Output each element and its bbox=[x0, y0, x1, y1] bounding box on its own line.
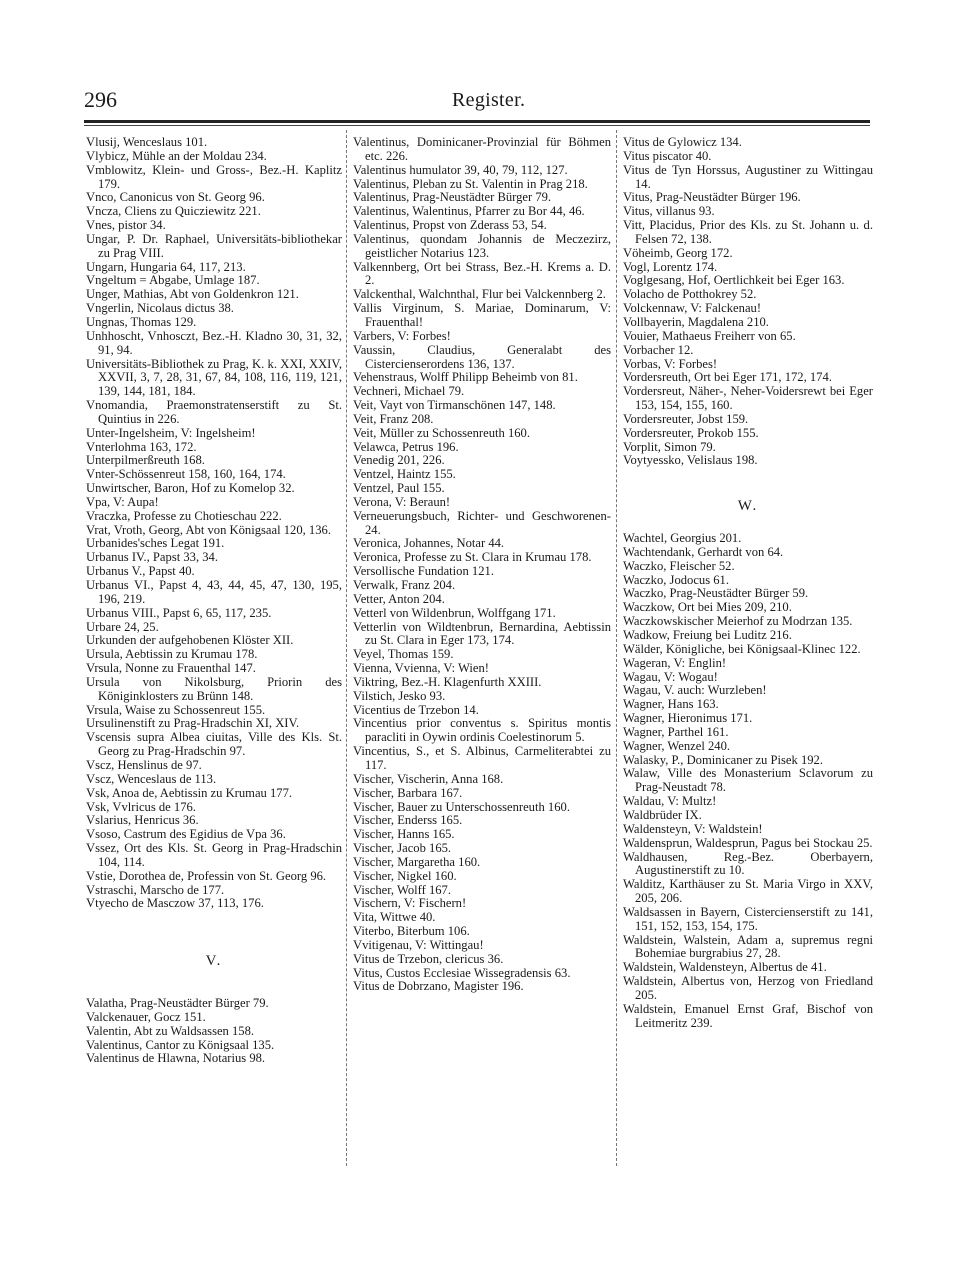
index-entry: Ursula, Aebtissin zu Krumau 178. bbox=[86, 647, 258, 662]
index-entry: Valatha, Prag-Neustädter Bürger 79. bbox=[86, 996, 269, 1011]
index-entry: Vscz, Henslinus de 97. bbox=[86, 757, 202, 772]
index-entry: Vischer, Jacob 165. bbox=[353, 841, 452, 856]
index-entry: Vpa, V: Aupa! bbox=[86, 494, 159, 509]
index-entry: Vischer, Nigkel 160. bbox=[353, 868, 457, 883]
index-entry: Vechneri, Michael 79. bbox=[353, 384, 465, 399]
index-entry: Valentinus, Dominicaner-Provinzial für Böhmen etc. 226. bbox=[353, 135, 611, 163]
index-entry: Waczko, Jodocus 61. bbox=[623, 572, 730, 587]
index-entry: Vlusij, Wenceslaus 101. bbox=[86, 135, 208, 149]
index-entry: Walasky, P., Dominicaner zu Pisek 192. bbox=[623, 752, 823, 767]
index-entry: Valentin, Abt zu Waldsassen 158. bbox=[86, 1023, 255, 1038]
index-entry: Vitus de Trzebon, clericus 36. bbox=[353, 951, 504, 966]
header-rule-thick bbox=[84, 120, 870, 123]
section-letter-heading: V. bbox=[205, 953, 223, 970]
index-entry: Universitäts-Bibliothek zu Prag, K. k. XXI, XXIV, XXVII, 3, 7, 28, 31, 67, 84, 108, 116, 119, 121, 139, 144, 181, 184. bbox=[86, 356, 342, 399]
index-entry: Urbanus VIII., Papst 6, 65, 117, 235. bbox=[86, 605, 272, 620]
index-entry: Ungnas, Thomas 129. bbox=[86, 314, 197, 329]
index-entry: Vordersreuth, Ort bei Eger 171, 172, 174. bbox=[623, 370, 832, 385]
index-entry: Valentinus de Hlawna, Notarius 98. bbox=[86, 1051, 266, 1066]
index-entry: Valentinus, Propst von Zderass 53, 54. bbox=[353, 218, 547, 233]
index-entry: Waldstein, Walstein, Adam a, supremus regni Bohemiae burgrabius 27, 28. bbox=[623, 932, 873, 961]
index-entry: Vnes, pistor 34. bbox=[86, 218, 166, 233]
index-entry: Vsoso, Castrum des Egidius de Vpa 36. bbox=[86, 827, 286, 842]
index-entry: Waldstein, Waldensteyn, Albertus de 41. bbox=[623, 960, 827, 975]
index-entry: Vorplit, Simon 79. bbox=[623, 439, 716, 454]
index-entry: Valentinus, Walentinus, Pfarrer zu Bor 44, 46. bbox=[353, 204, 585, 219]
index-entry: Urbanus VI., Papst 4, 43, 44, 45, 47, 130, 195, 196, 219. bbox=[86, 578, 342, 606]
index-entry: Waldensteyn, V: Waldstein! bbox=[623, 821, 763, 836]
index-entry: Vetterlin von Wildtenbrun, Bernardina, Aebtissin zu St. Clara in Eger 173, 174. bbox=[353, 619, 611, 648]
index-entry: Vallis Virginum, S. Mariae, Dominarum, V: Frauenthal! bbox=[353, 301, 611, 329]
header-rule-thin bbox=[84, 125, 870, 126]
index-entry: Vorbacher 12. bbox=[623, 342, 694, 357]
page-number: 296 bbox=[84, 87, 117, 112]
index-entry: Vssez, Ort des Kls. St. Georg in Prag-Hradschin 104, 114. bbox=[86, 841, 342, 869]
index-entry: Vitus, Prag-Neustädter Bürger 196. bbox=[623, 190, 801, 205]
index-entry: Vraczka, Professe zu Chotieschau 222. bbox=[86, 508, 282, 523]
index-entry: Vita, Wittwe 40. bbox=[353, 910, 436, 925]
index-entry: Wagner, Hieronimus 171. bbox=[623, 711, 753, 726]
index-entry: Vnter-Schössenreut 158, 160, 164, 174. bbox=[86, 467, 286, 482]
index-entry: Vscz, Wenceslaus de 113. bbox=[86, 771, 217, 786]
index-entry: Veit, Müller zu Schossenreuth 160. bbox=[353, 425, 530, 440]
index-entry: Veyel, Thomas 159. bbox=[353, 647, 454, 662]
index-entry: Ventzel, Haintz 155. bbox=[353, 467, 456, 482]
index-entry: Vnterlohma 163, 172. bbox=[86, 439, 197, 454]
index-entry: Valkennberg, Ort bei Strass, Bez.-H. Krems a. D. 2. bbox=[353, 259, 611, 288]
index-entry: Ursula von Nikolsburg, Priorin des Königinklosters zu Brünn 148. bbox=[86, 674, 342, 703]
index-entry: Vöheimb, Georg 172. bbox=[623, 245, 733, 260]
index-entry: Vischer, Vischerin, Anna 168. bbox=[353, 771, 504, 786]
index-entry: Vstie, Dorothea de, Professin von St. Georg 96. bbox=[86, 868, 327, 883]
index-entry: Vncza, Cliens zu Quicziewitz 221. bbox=[86, 204, 261, 219]
index-entry: Vslarius, Henricus 36. bbox=[86, 813, 199, 828]
index-entry: Wageran, V: Englin! bbox=[623, 655, 727, 670]
index-entry: Velawca, Petrus 196. bbox=[353, 439, 459, 454]
index-entry: Veronica, Professe zu St. Clara in Krumau 178. bbox=[353, 550, 592, 565]
index-entry: Urbanides'sches Legat 191. bbox=[86, 536, 225, 551]
page-header bbox=[84, 88, 870, 116]
index-entry: Vitus de Gylowicz 134. bbox=[623, 135, 742, 149]
index-entry: Valckenthal, Walchnthal, Flur bei Valckennberg 2. bbox=[353, 287, 606, 302]
index-entry: Valentinus, quondam Johannis de Meczezirz, geistlicher Notarius 123. bbox=[353, 231, 611, 260]
index-entry: Verona, V: Beraun! bbox=[353, 494, 451, 509]
index-entry: Waczkow, Ort bei Mies 209, 210. bbox=[623, 600, 792, 615]
index-entry: Vrat, Vroth, Georg, Abt von Königsaal 120, 136. bbox=[86, 522, 331, 537]
index-entry: Vetter, Anton 204. bbox=[353, 591, 445, 606]
index-entry: Ursulinenstift zu Prag-Hradschin XI, XIV. bbox=[86, 716, 300, 731]
index-entry: Wagner, Hans 163. bbox=[623, 697, 719, 712]
index-entry: Vtyecho de Masczow 37, 113, 176. bbox=[86, 896, 264, 911]
index-entry: Waczkowskischer Meierhof zu Modrzan 135. bbox=[623, 614, 853, 629]
index-entry: Vvitigenau, V: Wittingau! bbox=[353, 937, 484, 952]
index-entry: Walditz, Karthäuser zu St. Maria Virgo in XXV, 205, 206. bbox=[623, 877, 873, 906]
index-entry: Voytyessko, Velislaus 198. bbox=[623, 453, 758, 468]
index-entry: Vaussin, Claudius, Generalabt des Cistercienserordens 136, 137. bbox=[353, 342, 611, 371]
index-entry: Ungar, P. Dr. Raphael, Universitäts-bibliothekar zu Prag VIII. bbox=[86, 231, 342, 260]
index-entry: Vischer, Barbara 167. bbox=[353, 785, 463, 800]
index-entry: Vstraschi, Marscho de 177. bbox=[86, 882, 225, 897]
index-entry: Wachtendank, Gerhardt von 64. bbox=[623, 544, 784, 559]
index-entry: Vischer, Wolff 167. bbox=[353, 882, 451, 897]
index-entry: Wachtel, Georgius 201. bbox=[623, 531, 742, 546]
index-entry: Vorbas, V: Forbes! bbox=[623, 356, 718, 371]
index-entry: Verwalk, Franz 204. bbox=[353, 578, 456, 592]
index-entry: Vnco, Canonicus von St. Georg 96. bbox=[86, 190, 265, 205]
index-entry: Venedig 201, 226. bbox=[353, 453, 445, 468]
index-entry: Waldsassen in Bayern, Cistercienserstift zu 141, 151, 152, 153, 154, 175. bbox=[623, 904, 873, 933]
index-entry: Vitus, Custos Ecclesiae Wissegradensis 63. bbox=[353, 965, 571, 980]
index-entry: Vnomandia, Praemonstratenserstift zu St. Quintius in 226. bbox=[86, 398, 342, 426]
index-entry: Vischer, Hanns 165. bbox=[353, 827, 455, 842]
index-entry: Wälder, Königliche, bei Königsaal-Klinec 122. bbox=[623, 641, 861, 656]
index-entry: Valentinus, Cantor zu Königsaal 135. bbox=[86, 1037, 275, 1052]
index-entry: Veit, Franz 208. bbox=[353, 411, 434, 426]
index-entry: Waldau, V: Multz! bbox=[623, 794, 717, 809]
index-entry: Wagner, Wenzel 240. bbox=[623, 738, 731, 753]
section-letter-heading: W. bbox=[737, 498, 759, 515]
index-entry: Waldstein, Albertus von, Herzog von Friedland 205. bbox=[623, 974, 873, 1002]
index-entry: Vlybicz, Mühle an der Moldau 234. bbox=[86, 148, 267, 163]
index-entry: Vitus de Dobrzano, Magister 196. bbox=[353, 979, 524, 994]
column-divider bbox=[616, 130, 617, 1166]
index-entry: Urbanus IV., Papst 33, 34. bbox=[86, 550, 218, 565]
index-entry: Urbare 24, 25. bbox=[86, 619, 159, 634]
index-entry: Waldstein, Emanuel Ernst Graf, Bischof von Leitmeritz 239. bbox=[623, 1001, 873, 1030]
index-entry: Vincentius, S., et S. Albinus, Carmeliterabtei zu 117. bbox=[353, 744, 611, 772]
running-title: Register. bbox=[452, 89, 526, 111]
index-column-1 bbox=[86, 136, 342, 1066]
index-entry: Valentinus, Pleban zu St. Valentin in Prag 218. bbox=[353, 176, 588, 191]
index-entry: Vrsula, Waise zu Schossenreut 155. bbox=[86, 702, 266, 717]
index-entry: Volckennaw, V: Falckenau! bbox=[623, 301, 762, 316]
index-entry: Waldensprun, Waldesprun, Pagus bei Stockau 25. bbox=[623, 835, 873, 850]
index-entry: Vollbayerin, Magdalena 210. bbox=[623, 314, 769, 329]
index-entry: Vetterl von Wildenbrun, Wolffgang 171. bbox=[353, 605, 556, 620]
index-entry: Veronica, Johannes, Notar 44. bbox=[353, 536, 505, 551]
index-entry: Vitt, Placidus, Prior des Kls. zu St. Johann u. d. Felsen 72, 138. bbox=[623, 218, 873, 246]
index-entry: Vicentius de Trzebon 14. bbox=[353, 702, 479, 717]
index-entry: Vordersreuter, Prokob 155. bbox=[623, 425, 759, 440]
index-entry: Vmblowitz, Klein- und Gross-, Bez.-H. Kaplitz 179. bbox=[86, 162, 342, 191]
index-entry: Viterbo, Biterbum 106. bbox=[353, 924, 470, 939]
index-entry: Vehenstraus, Wolff Philipp Beheimb von 81. bbox=[353, 370, 578, 385]
index-entry: Vitus de Tyn Horssus, Augustiner zu Wittingau 14. bbox=[623, 162, 873, 191]
index-entry: Vischer, Margaretha 160. bbox=[353, 854, 481, 869]
index-entry: Vischer, Bauer zu Unterschossenreuth 160. bbox=[353, 799, 570, 814]
index-entry: Unter-Ingelsheim, V: Ingelsheim! bbox=[86, 425, 256, 440]
index-entry: Varbers, V: Forbes! bbox=[353, 328, 451, 343]
index-entry: Walaw, Ville des Monasterium Sclavorum zu Prag-Neustadt 78. bbox=[623, 766, 873, 795]
index-entry: Unterpilmerßreuth 168. bbox=[86, 453, 205, 468]
index-entry: Waczko, Prag-Neustädter Bürger 59. bbox=[623, 586, 809, 601]
index-entry: Ungarn, Hungaria 64, 117, 213. bbox=[86, 259, 246, 274]
index-entry: Vienna, Vvienna, V: Wien! bbox=[353, 661, 489, 676]
index-entry: Voglgesang, Hof, Oertlichkeit bei Eger 163. bbox=[623, 273, 845, 288]
index-entry: Vitus piscator 40. bbox=[623, 148, 712, 163]
index-entry: Wagner, Parthel 161. bbox=[623, 724, 729, 739]
index-entry: Vouier, Mathaeus Freiherr von 65. bbox=[623, 328, 796, 343]
index-column-3 bbox=[623, 136, 873, 1030]
index-entry: Wagau, V. auch: Wurzleben! bbox=[623, 683, 767, 698]
column-divider bbox=[346, 130, 347, 1166]
index-entry: Vilstich, Jesko 93. bbox=[353, 688, 446, 703]
index-entry: Urbanus V., Papst 40. bbox=[86, 564, 195, 579]
index-entry: Urkunden der aufgehobenen Klöster XII. bbox=[86, 633, 294, 648]
index-entry: Vitus, villanus 93. bbox=[623, 204, 715, 219]
index-entry: Vordersreuter, Jobst 159. bbox=[623, 411, 749, 426]
index-entry: Valentinus, Prag-Neustädter Bürger 79. bbox=[353, 190, 552, 205]
index-entry: Vordersreut, Näher-, Neher-Voidersrewt bei Eger 153, 154, 155, 160. bbox=[623, 384, 873, 413]
index-entry: Vogl, Lorentz 174. bbox=[623, 259, 718, 274]
index-entry: Verneuerungsbuch, Richter- und Geschworenen- 24. bbox=[353, 508, 611, 537]
index-column-2 bbox=[353, 136, 611, 994]
index-entry: Veit, Vayt von Tirmanschönen 147, 148. bbox=[353, 398, 556, 413]
index-entry: Vsk, Vvlricus de 176. bbox=[86, 799, 196, 814]
index-entry: Waczko, Fleischer 52. bbox=[623, 558, 735, 573]
index-entry: Unwirtscher, Baron, Hof zu Komelop 32. bbox=[86, 481, 295, 496]
index-entry: Vincentius prior conventus s. Spiritus montis paracliti in Oywin ordinis Coelestinorum 5. bbox=[353, 716, 611, 745]
index-entry: Unger, Mathias, Abt von Goldenkron 121. bbox=[86, 287, 299, 302]
index-entry: Vischer, Enderss 165. bbox=[353, 813, 463, 828]
index-entry: Viktring, Bez.-H. Klagenfurth XXIII. bbox=[353, 674, 542, 689]
index-entry: Volacho de Potthokrey 52. bbox=[623, 287, 757, 302]
index-entry: Versollische Fundation 121. bbox=[353, 564, 494, 579]
index-entry: Valckenauer, Gocz 151. bbox=[86, 1009, 206, 1024]
index-entry: Vischern, V: Fischern! bbox=[353, 896, 467, 911]
index-entry: Vsk, Anoa de, Aebtissin zu Krumau 177. bbox=[86, 785, 293, 800]
index-entry: Unhhoscht, Vnhosczt, Bez.-H. Kladno 30, 31, 32, 91, 94. bbox=[86, 328, 342, 357]
index-entry: Waldhausen, Reg.-Bez. Oberbayern, Augustinerstift zu 10. bbox=[623, 849, 873, 878]
index-entry: Vrsula, Nonne zu Frauenthal 147. bbox=[86, 661, 256, 676]
index-entry: Vscensis supra Albea ciuitas, Ville des Kls. St. Georg zu Prag-Hradschin 97. bbox=[86, 730, 342, 759]
index-entry: Waldbrüder IX. bbox=[623, 807, 702, 822]
index-entry: Wagau, V: Wogau! bbox=[623, 669, 718, 684]
index-entry: Wadkow, Freiung bei Luditz 216. bbox=[623, 628, 792, 642]
index-entry: Vngeltum = Abgabe, Umlage 187. bbox=[86, 273, 260, 288]
index-entry: Valentinus humulator 39, 40, 79, 112, 127. bbox=[353, 162, 568, 177]
index-entry: Ventzel, Paul 155. bbox=[353, 481, 445, 496]
index-entry: Vngerlin, Nicolaus dictus 38. bbox=[86, 301, 234, 316]
